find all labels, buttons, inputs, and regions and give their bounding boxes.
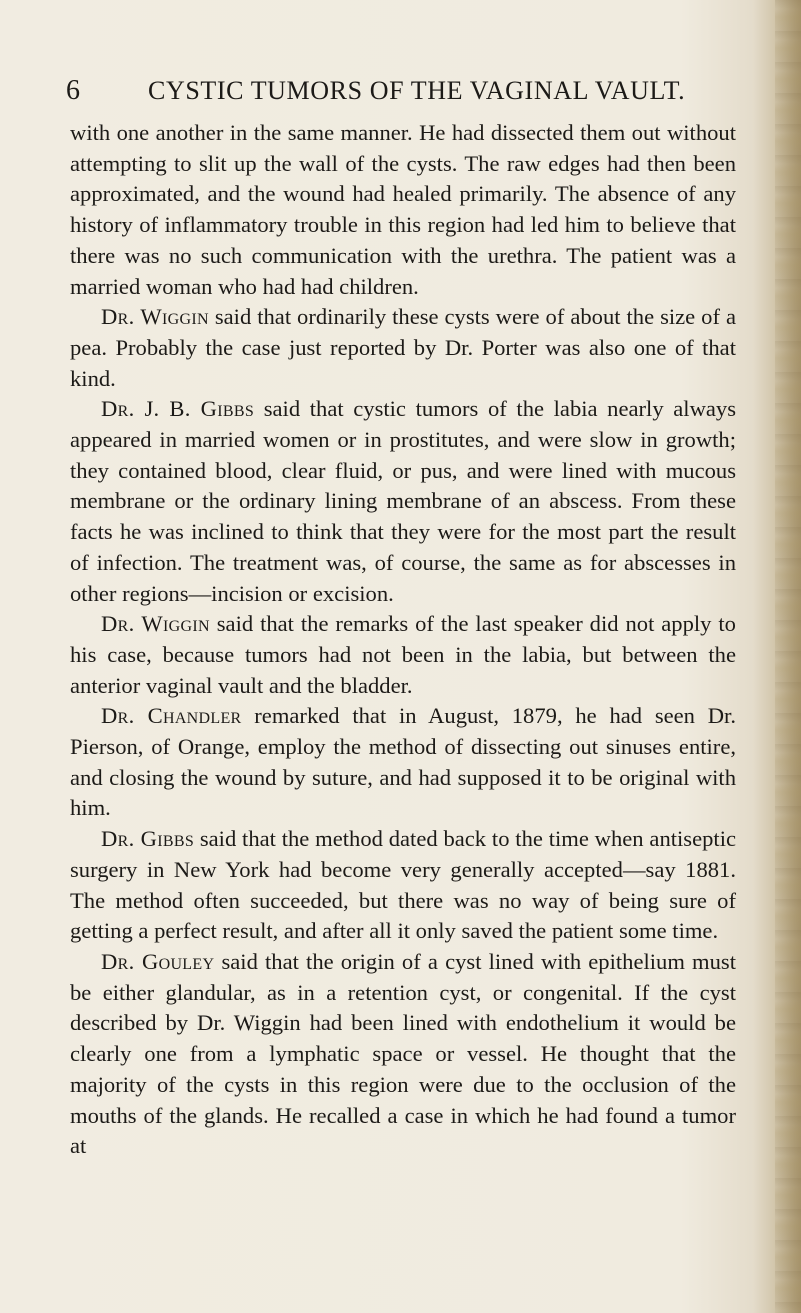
speaker-name: Dr. Gibbs: [101, 826, 195, 852]
paragraph-text: with one another in the same manner. He had dissected them out without attempting to slit up the wall of the cysts. The raw edges had then been approximated, and the wound had healed primarily. The absence of any history of inflammatory trouble in this region had led him to believe that there was no such communication with the urethra. The patient was a married woman who had had children.: [70, 120, 736, 299]
paragraph-text: said that ordinarily these cysts were of about the size of a pea. Probably the case just reported by Dr. Porter was also one of that kind.: [70, 304, 737, 391]
body-text: [70, 118, 736, 1162]
running-head: CYSTIC TUMORS OF THE VAGINAL VAULT.: [148, 76, 686, 105]
speaker-name: Dr. Chandler: [101, 703, 242, 729]
page-edge-shadow: [775, 0, 801, 1313]
page-number: 6: [66, 75, 80, 106]
paragraph: [70, 118, 736, 302]
speaker-name: Dr. Wiggin: [101, 611, 210, 637]
paragraph-text: said that cystic tumors of the labia nearly always appeared in married women or in prostitutes, and were slow in growth; they contained blood, clear fluid, or pus, and were lined with mucous membrane or the ordinary lining membrane of an abscess. From these facts he was inclined to think that they were for the most part the result of infection. The treatment was, of course, the same as for abscesses in other regions—incision or excision.: [70, 396, 736, 606]
paragraph-text: remarked that in August, 1879, he had seen Dr. Pierson, of Orange, employ the method of dissecting out sinuses entire, and closing the wound by suture, and had supposed it to be original with him.: [70, 703, 736, 821]
paragraph-text: said that the remarks of the last speaker did not apply to his case, because tumors had not been in the labia, but between the anterior vaginal vault and the bladder.: [70, 611, 736, 698]
speaker-name: Dr. Gouley: [101, 948, 215, 974]
paragraph-text: said that the origin of a cyst lined with epithelium must be either glandular, as in a retention cyst, or congenital. If the cyst described by Dr. Wiggin had been lined with endothelium it would be clearly one from a lymphatic space or vessel. He thought that the majority of the cysts in this region were due to the occlusion of the mouths of the glands. He recalled a case in which he had found a tumor at: [70, 948, 736, 1159]
paragraph: [70, 947, 736, 1162]
paragraph: [70, 394, 736, 609]
speaker-name: Dr. J. B. Gibbs: [101, 396, 255, 422]
paragraph: [70, 824, 736, 947]
paragraph-text: said that the method dated back to the time when antiseptic surgery in New York had become very generally accepted—say 1881. The method often succeeded, but there was no way of being sure of getting a perfect result, and after all it only saved the patient some time.: [70, 826, 736, 944]
speaker-name: Dr. Wiggin: [101, 304, 209, 330]
page-header: [66, 71, 746, 111]
paragraph: [70, 302, 736, 394]
paragraph: [70, 701, 736, 824]
paragraph: [70, 609, 736, 701]
